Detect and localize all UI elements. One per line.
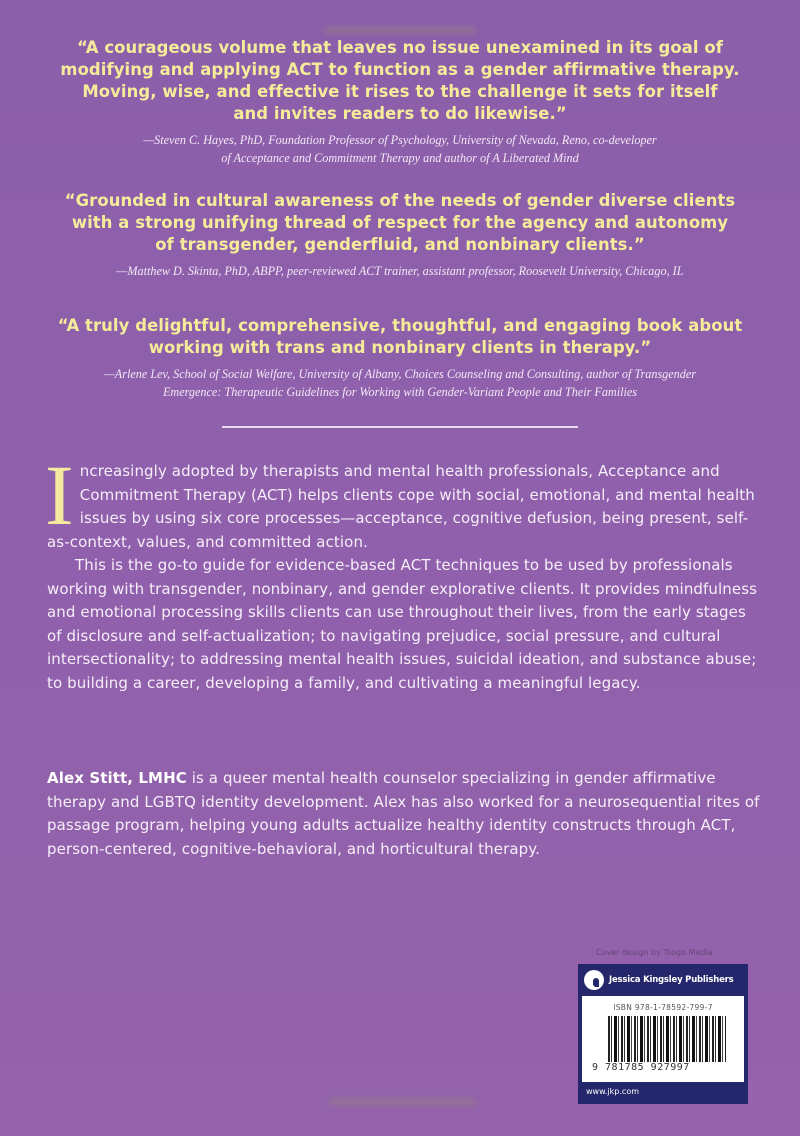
endorsement-attribution: —Arlene Lev, School of Social Welfare, University of Albany, Choices Counseling and Consulting, author of Transgender Emergence: Therapeutic Guidelines for Working with Gender-Variant People and Their Families [103,367,697,399]
blurred-strip-top [325,26,475,34]
blurred-strip-bottom [330,1098,475,1106]
barcode-area [582,996,744,1082]
dropcap-letter: I [45,447,74,543]
barcode-icon [608,1016,726,1064]
endorsement-quote: “Grounded in cultural awareness of the needs of gender diverse clients with a strong unifying thread of respect for the agency and autonomy of transgender, genderfluid, and nonbinary clients.” [64,191,736,254]
endorsement-skinta [40,190,760,280]
author-bio-text: is a queer mental health counselor specializing in gender affirmative therapy and LGBTQ identity development. Alex has also worked for a neurosequential rites of passage program, helping young adults actualize healthy identity constructs through ACT, person-centered, cognitive-behavioral, and horticultural therapy. [47,769,760,858]
book-description [45,447,765,695]
description-paragraph-1: Increasingly adopted by therapists and mental health professionals, Acceptance and Commitment Therapy (ACT) helps clients cope with social, emotional, and mental health issues by using six core processes—acceptance, cognitive defusion, being present, self-as-context, values, and committed action. [45,447,755,551]
barcode-digits: 9 781785 927997 [592,1062,734,1073]
endorsement-attribution: —Matthew D. Skinta, PhD, ABPP, peer-reviewed ACT trainer, assistant professor, Roosevelt University, Chicago, IL [116,264,684,278]
endorsement-hayes [40,37,760,167]
author-bio-paragraph [47,767,765,861]
publisher-isbn-block [578,964,748,1104]
publisher-bar [578,964,748,996]
section-divider [222,426,578,428]
elephant-logo-icon [584,970,604,990]
endorsement-attribution: —Steven C. Hayes, PhD, Foundation Professor of Psychology, University of Nevada, Reno, co-developer of Acceptance and Commitment Therapy and author of A Liberated Mind [143,133,657,165]
publisher-website: www.jkp.com [586,1087,639,1096]
endorsement-quote: “A courageous volume that leaves no issue unexamined in its goal of modifying and applying ACT to function as a gender affirmative therapy. Moving, wise, and effective it rises to the challenge it sets for itself and invites readers to do likewise.” [60,38,740,123]
author-name: Alex Stitt, LMHC [47,769,187,787]
isbn-number: ISBN 978-1-78592-799-7 [613,1003,713,1012]
endorsement-lev [40,315,760,401]
publisher-name: Jessica Kingsley Publishers [609,975,734,985]
cover-design-credit: Cover design by Tsogo Media [596,948,713,957]
description-paragraph-2: This is the go-to guide for evidence-based ACT techniques to be used by professionals working with transgender, nonbinary, and gender explorative clients. It provides mindfulness and emotional processing skills clients can use throughout their lives, from the early stages of disclosure and self-actualization; to navigating prejudice, social pressure, and cultural intersectionality; to addressing mental health issues, suicidal ideation, and substance abuse; to building a career, developing a family, and cultivating a meaningful legacy. [47,556,758,692]
endorsement-quote: “A truly delightful, comprehensive, thoughtful, and engaging book about working with trans and nonbinary clients in therapy.” [57,316,743,357]
author-bio [47,767,765,861]
